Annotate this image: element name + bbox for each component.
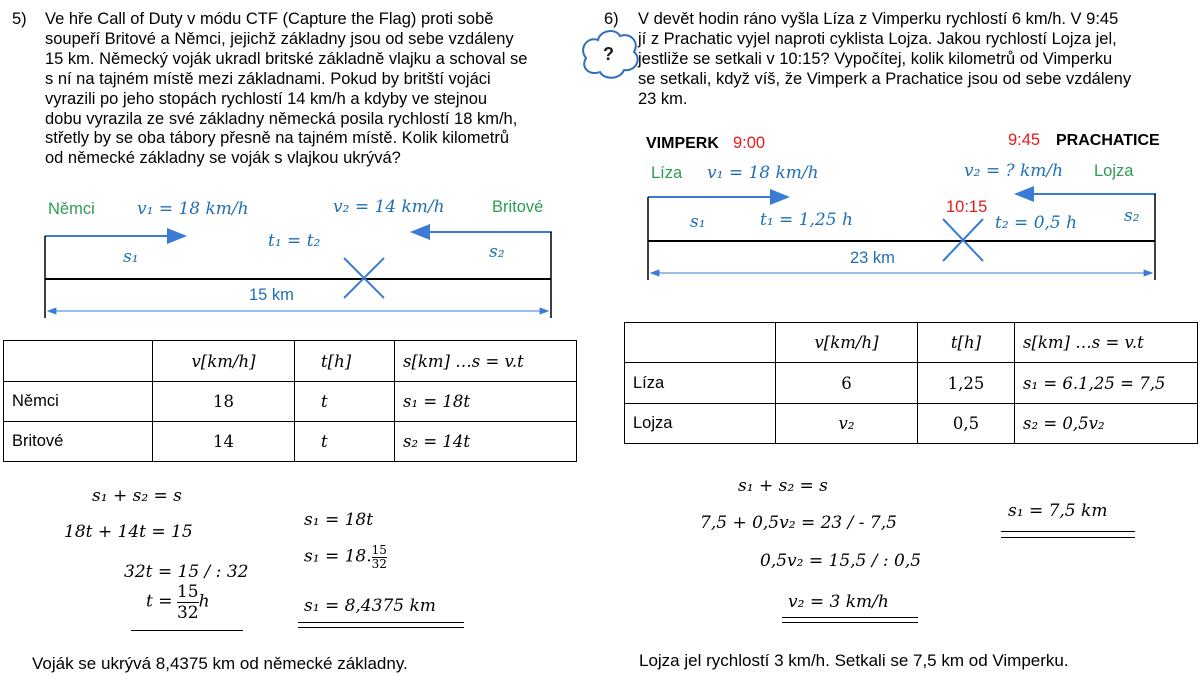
problem6-line: 23 km. — [638, 89, 688, 108]
p5-v1: v₁ = 18 km/h — [137, 199, 249, 219]
p6-left-time: 9:00 — [733, 134, 766, 152]
table-cell: t — [295, 422, 395, 462]
problem5-line: vyrazili po jeho stopách rychlostí 14 km/h a kdyby ve stejnou — [45, 89, 488, 108]
p6-eq4: v₂ = 3 km/h — [788, 592, 889, 612]
table-cell: v₂ — [776, 404, 918, 444]
p5-v2: v₂ = 14 km/h — [333, 197, 445, 217]
table-row — [4, 422, 577, 462]
table-cell: s₁ = 6.1,25 = 7,5 — [1015, 363, 1198, 404]
p5-eq4-lhs: t = — [146, 591, 173, 612]
p6-s2: s₂ — [1124, 206, 1140, 226]
p5-eq2: 18t + 14t = 15 — [64, 522, 193, 542]
table-row — [625, 404, 1198, 444]
p5-s2: s₂ — [489, 242, 505, 262]
p6-eq5: s₁ = 7,5 km — [1008, 501, 1108, 521]
table-header-cell — [4, 341, 153, 382]
p5-s1: s₁ — [123, 247, 139, 267]
p6-double-underline-a — [782, 617, 918, 618]
p5-eq3: 32t = 15 / : 32 — [124, 562, 249, 582]
p6-left-town: VIMPERK — [646, 135, 719, 152]
table-cell: 1,25 — [918, 363, 1015, 404]
p5-eq4 — [146, 582, 210, 623]
table-header-cell — [625, 323, 776, 363]
problem5-line: s ní na tajném místě mezi základnami. Pokud by britští vojáci — [45, 69, 491, 88]
p6-v2: v₂ = ? km/h — [964, 161, 1064, 181]
p5-eq6-den: 32 — [371, 557, 387, 571]
table-cell: t — [295, 382, 395, 422]
p6-eq1: s₁ + s₂ = s — [738, 476, 828, 496]
question-icon-symbol: ? — [603, 44, 614, 64]
table-row — [4, 382, 577, 422]
table-cell: 6 — [776, 363, 918, 404]
p5-t-eq: t₁ = t₂ — [268, 231, 321, 251]
table-header-cell: v[km/h] — [776, 323, 918, 363]
p5-underline-t — [131, 630, 243, 631]
p5-distance: 15 km — [249, 286, 294, 304]
problem5-line: 15 km. Německý voják ukradl britské základně vlajku a schoval se — [45, 49, 528, 68]
p5-eq1: s₁ + s₂ = s — [92, 486, 182, 506]
p5-right-label: Britové — [492, 198, 544, 216]
table-cell: Němci — [4, 382, 153, 422]
table-cell: Britové — [4, 422, 153, 462]
table-cell: s₁ = 18t — [395, 382, 577, 422]
table-header-cell: t[h] — [918, 323, 1015, 363]
p6-double-underline-b — [782, 622, 918, 623]
p5-left-label: Němci — [48, 200, 95, 218]
p6-double-underline-d — [1001, 537, 1135, 538]
p5-eq4-unit: h — [198, 591, 210, 612]
p5-double-underline-b — [298, 627, 464, 628]
p5-double-underline-a — [298, 622, 464, 623]
problem5-line: od německé základny se voják s vlajkou ukrývá? — [45, 149, 401, 168]
table-cell: 14 — [153, 422, 295, 462]
table-header-cell: t[h] — [295, 341, 395, 382]
p5-table — [3, 340, 577, 462]
problem6-line: jí z Prachatic vyjel naproti cyklista Lojza. Jakou rychlostí Lojza jel, — [638, 29, 1117, 48]
p5-eq4-num: 15 — [176, 582, 199, 602]
p5-eq6 — [304, 544, 387, 571]
table-cell: s₂ = 14t — [395, 422, 577, 462]
p6-eq2: 7,5 + 0,5v₂ = 23 / - 7,5 — [700, 513, 897, 533]
p6-t2: t₂ = 0,5 h — [995, 213, 1078, 233]
problem5-line: dobu vyrazila ze své základny německá posila rychlostí 18 km/h, — [45, 109, 518, 128]
problem6-line: se setkali, když víš, že Vimperk a Prachatice jsou od sebe vzdáleny — [638, 69, 1132, 88]
problem6-number: 6) — [604, 10, 619, 28]
table-cell: 0,5 — [918, 404, 1015, 444]
p6-right-town: PRACHATICE — [1056, 132, 1160, 149]
p6-s1: s₁ — [690, 212, 706, 232]
table-cell: Lojza — [625, 404, 776, 444]
p6-left-person: Líza — [651, 164, 683, 182]
p5-eq6-lhs: s₁ = 18. — [304, 546, 372, 567]
p6-double-underline-c — [1001, 531, 1135, 532]
p5-answer: Voják se ukrývá 8,4375 km od německé základny. — [32, 654, 408, 673]
problem6-line: jestliže se setkali v 10:15? Vypočítej, kolik kilometrů od Vimperku — [638, 49, 1113, 68]
problem6-text — [638, 10, 1183, 110]
table-cell: Líza — [625, 363, 776, 404]
p6-distance: 23 km — [850, 249, 895, 267]
problem5-number: 5) — [12, 10, 27, 28]
p6-meet-time: 10:15 — [946, 198, 988, 216]
problem5-line: střetly by se oba tábory přesně na tajném místě. Kolik kilometrů — [45, 129, 510, 148]
table-cell: s₂ = 0,5v₂ — [1015, 404, 1198, 444]
table-cell: 18 — [153, 382, 295, 422]
p6-t1: t₁ = 1,25 h — [760, 210, 853, 230]
table-header-cell: v[km/h] — [153, 341, 295, 382]
p6-v1: v₁ = 18 km/h — [707, 163, 819, 183]
p6-right-person: Lojza — [1094, 162, 1134, 180]
problem6-line: V devět hodin ráno vyšla Líza z Vimperku rychlostí 6 km/h. V 9:45 — [638, 10, 1119, 28]
p5-eq6-num: 15 — [371, 543, 387, 557]
table-row — [625, 363, 1198, 404]
p5-eq7: s₁ = 8,4375 km — [304, 596, 436, 616]
problem5-line: soupeří Britové a Němci, jejichž základny jsou od sebe vzdáleny — [45, 29, 514, 48]
p6-table — [624, 322, 1198, 444]
p5-eq5: s₁ = 18t — [304, 510, 374, 530]
p6-answer: Lojza jel rychlostí 3 km/h. Setkali se 7,5 km od Vimperku. — [639, 651, 1069, 670]
p5-eq4-den: 32 — [176, 603, 199, 623]
p6-eq3: 0,5v₂ = 15,5 / : 0,5 — [760, 551, 922, 571]
table-header-cell: s[km] …s = v.t — [1015, 323, 1198, 363]
table-header-cell: s[km] …s = v.t — [395, 341, 577, 382]
problem5-line: Ve hře Call of Duty v módu CTF (Capture the Flag) proti sobě — [45, 10, 494, 28]
p6-right-time: 9:45 — [1008, 131, 1041, 149]
